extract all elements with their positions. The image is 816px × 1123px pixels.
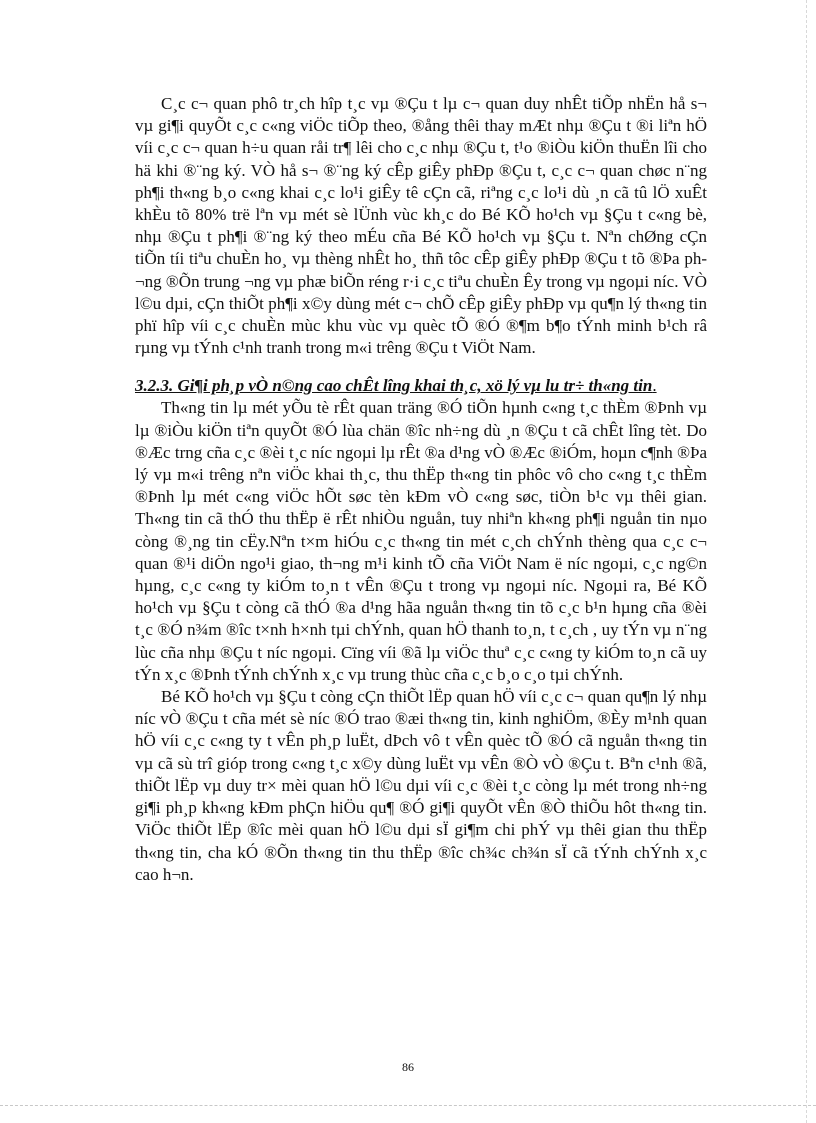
section-heading-tail: . xyxy=(652,376,657,396)
document-body xyxy=(135,93,707,886)
page-edge-right xyxy=(806,0,807,1123)
page-number: 86 xyxy=(402,1060,414,1074)
paragraph-intro: C¸c c¬ quan phô tr¸ch hîp t¸c vµ ®Çu t lµ c¬ quan duy nhÊt tiÕp nhËn hå s¬ vµ gi¶i quyÕt c¸c c«ng viÖc tiÕp theo, ®ång thêi thay mÆt nhµ ®Çu t ®i liªn hÖ víi c¸c c¬ quan h÷u quan råi tr¶ lêi cho c¸c nhµ ®Çu t, t¹o ®iÒu kiÖn thuËn lîi cho hä khi ®¨ng ký. VÒ hå s¬ ®¨ng ký cÊp giÊy phÐp ®Çu t, c¸c c¬ quan chøc n¨ng ph¶i th«ng b¸o c«ng khai c¸c lo¹i giÊy tê cÇn cã, riªng c¸c lo¹i dù ¸n cã tû lÖ xuÊt khÈu tõ 80% trë lªn vµ mét sè lÜnh vùc kh¸c do Bé KÕ ho¹ch vµ §Çu t c«ng bè, nhµ ®Çu t ph¶i ®¨ng ký theo mÉu cña Bé KÕ ho¹ch vµ §Çu t. Nªn chØng cÇn tiÕn tíi tiªu chuÈn ho¸ vµ thèng nhÊt ho¸ thñ tôc cÊp giÊy phÐp ®Çu t tõ ®Þa ph¬ng ®Õn trung ¬ng vµ phæ biÕn réng r·i c¸c tiªu chuÈn Êy trong vµ ngoµi níc. VÒ l©u dµi, cÇn thiÕt ph¶i x©y dùng mét c¬ chÕ cÊp giÊy phÐp vµ qu¶n lý th«ng tin phï hîp víi c¸c chuÈn mùc khu vùc vµ quèc tÕ ®Ó ®¶m b¶o tÝnh minh b¹ch râ rµng vµ tÝnh c¹nh tranh trong m«i trêng ®Çu t ViÖt Nam. xyxy=(135,94,707,358)
paragraph-relations: Bé KÕ ho¹ch vµ §Çu t còng cÇn thiÕt lËp quan hÖ víi c¸c c¬ quan qu¶n lý nhµ níc vÒ ®Çu t cña mét sè níc ®Ó trao ®æi th«ng tin, kinh nghiÖm, ®Èy m¹nh quan hÖ víi c¸c c«ng ty t vÊn ph¸p luËt, dÞch vô t vÊn quèc tÕ ®Ó cã nguån th«ng tin vµ cã sù trî gióp trong c«ng t¸c x©y dùng luËt vµ vÊn ®Ò vÒ ®Çu t. Bªn c¹nh ®ã, thiÕt lËp vµ duy tr× mèi quan hÖ l©u dµi víi c¸c ®èi t¸c còng lµ mét trong nh÷ng gi¶i ph¸p kh«ng kÐm phÇn hiÖu qu¶ ®Ó gi¶i quyÕt vÊn ®Ò thiÕu hôt th«ng tin. ViÖc thiÕt lËp ®îc mèi quan hÖ l©u dµi sÏ gi¶m chi phÝ vµ thêi gian thu thËp th«ng tin, cha kÓ ®Õn th«ng tin thu thËp ®îc ch¾c ch¾n sÏ cã tÝnh chÝnh x¸c cao h¬n. xyxy=(135,687,707,884)
section-heading-text: 3.2.3. Gi¶i ph¸p vÒ n©ng cao chÊt lîng khai th¸c, xö lý vµ lu tr÷ th«ng tin xyxy=(135,376,653,396)
section-heading xyxy=(135,375,707,397)
paragraph-information: Th«ng tin lµ mét yÕu tè rÊt quan träng ®Ó tiÕn hµnh c«ng t¸c thÈm ®Þnh vµ lµ ®iÒu kiÖn tiªn quyÕt ®Ó lùa chän ®îc nh÷ng dù ¸n ®Çu t cã chÊt lîng tèt. Do ®Æc trng cña c¸c ®èi t¸c níc ngoµi lµ rÊt ®a d¹ng vÒ ®Æc ®iÓm, hoµn c¶nh ®Þa lý vµ m«i trêng nªn viÖc khai th¸c, thu thËp th«ng tin phôc vô cho c«ng t¸c thÈm ®Þnh lµ mét c«ng viÖc hÕt søc tèn kÐm vÒ c«ng søc, tiÒn b¹c vµ thêi gian. Th«ng tin cã thÓ thu thËp ë rÊt nhiÒu nguån, tuy nhiªn kh«ng ph¶i nguån tin nµo còng ®¸ng tin cËy.Nªn t×m hiÓu c¸c th«ng tin mét c¸ch chÝnh thèng qua c¸c c¬ quan ®¹i diÖn ngo¹i giao, th¬ng m¹i kinh tÕ cña ViÖt Nam ë níc ngoµi, c¸c ng©n hµng, c¸c c«ng ty kiÓm to¸n t vÊn ®Çu t trong vµ ngoµi níc. Ngoµi ra, Bé KÕ ho¹ch vµ §Çu t còng cã thÓ ®a d¹ng hãa nguån th«ng tin tõ c¸c b¹n hµng cña ®èi t¸c ®Ó n¾m ®îc t×nh h×nh tµi chÝnh, quan hÖ thanh to¸n, t c¸ch , uy tÝn vµ n¨ng lùc cña nhµ ®Çu t níc ngoµi. Cïng víi ®ã lµ viÖc thuª c¸c c«ng ty kiÓm to¸n cã uy tÝn x¸c ®Þnh tÝnh chÝnh x¸c vµ trung thùc cña c¸c b¸o c¸o tµi chÝnh. xyxy=(135,398,707,684)
page-edge-bottom xyxy=(0,1105,816,1106)
